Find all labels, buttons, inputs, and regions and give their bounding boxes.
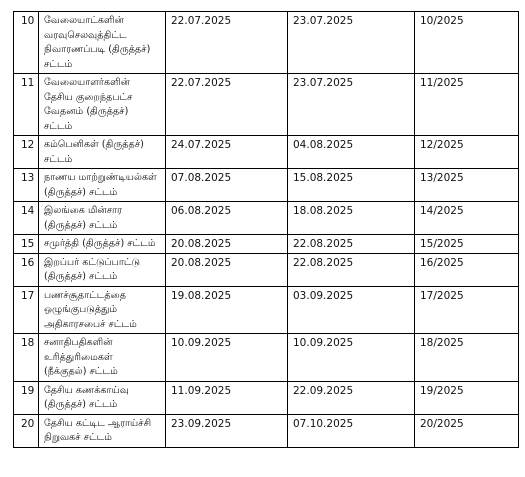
act-number-cell: 20/2025 [415,414,519,447]
passed-date-cell: 23.09.2025 [166,414,288,447]
act-title-line: வேதனம் (திருத்தச்) [44,106,129,117]
act-title-line: தேசிய குறைந்தபட்ச [44,91,133,103]
act-title-cell [39,136,166,169]
table-row [14,381,519,414]
passed-date-cell: 20.08.2025 [166,235,288,254]
act-title-line: நிறுவகச் சட்டம் [44,432,112,443]
passed-date-cell: 22.07.2025 [166,12,288,74]
act-title-line: அதிகாரசபைச் சட்டம் [44,318,137,330]
act-title-cell [39,381,166,414]
act-number-cell: 12/2025 [415,136,519,169]
table-row [14,414,519,447]
row-number-cell: 20 [14,414,39,447]
act-title-line: நிவாரணப்படி (திருத்தச்) [44,44,151,55]
certified-date-cell: 23.07.2025 [288,74,415,136]
row-number-cell: 14 [14,202,39,235]
row-number-cell: 18 [14,334,39,382]
act-title-line: கம்பெனிகள் (திருத்தச்) [44,139,144,150]
passed-date-cell: 10.09.2025 [166,334,288,382]
passed-date-cell: 07.08.2025 [166,169,288,202]
table-row [14,286,519,334]
act-number-cell: 19/2025 [415,381,519,414]
acts-table [13,11,519,448]
row-number-cell: 13 [14,169,39,202]
certified-date-cell: 22.08.2025 [288,253,415,286]
passed-date-cell: 11.09.2025 [166,381,288,414]
act-title-cell [39,235,166,254]
table-row [14,136,519,169]
act-title-cell [39,334,166,382]
table-row [14,202,519,235]
passed-date-cell: 19.08.2025 [166,286,288,334]
table-row [14,169,519,202]
act-title-line: (திருத்தச்) சட்டம் [44,399,118,410]
row-number-cell: 10 [14,12,39,74]
act-title-line: சட்டம் [44,120,73,132]
table-row [14,334,519,382]
passed-date-cell: 22.07.2025 [166,74,288,136]
act-number-cell: 16/2025 [415,253,519,286]
act-title-cell [39,414,166,447]
certified-date-cell: 22.09.2025 [288,381,415,414]
act-title-line: ஒழுங்குபடுத்தும் [44,304,118,315]
act-number-cell: 15/2025 [415,235,519,254]
certified-date-cell: 22.08.2025 [288,235,415,254]
passed-date-cell: 20.08.2025 [166,253,288,286]
act-title-line: சட்டம் [44,58,73,70]
certified-date-cell: 07.10.2025 [288,414,415,447]
certified-date-cell: 18.08.2025 [288,202,415,235]
act-title-line: சனாதிபதிகளின் [44,337,113,348]
act-title-line: சமுர்த்தி (திருத்தச்) சட்டம் [44,238,156,249]
row-number-cell: 12 [14,136,39,169]
acts-table-body [14,12,519,448]
act-title-cell [39,169,166,202]
table-row [14,74,519,136]
act-title-line: தேசிய கட்டிட ஆராய்ச்சி [44,417,152,429]
passed-date-cell: 06.08.2025 [166,202,288,235]
act-title-line: வேலையாட்களின் [44,15,124,26]
act-title-cell [39,202,166,235]
act-number-cell: 17/2025 [415,286,519,334]
act-title-line: வேலையாளர்களின் [44,77,130,88]
act-title-cell [39,74,166,136]
row-number-cell: 16 [14,253,39,286]
act-title-cell [39,12,166,74]
act-title-line: தேசிய கணக்காய்வு [44,384,129,396]
act-title-line: சட்டம் [44,153,73,165]
table-row [14,253,519,286]
certified-date-cell: 23.07.2025 [288,12,415,74]
act-title-line: (திருத்தச்) சட்டம் [44,219,118,231]
act-title-line: இறப்பர் கட்டுப்பாட்டு [44,256,141,268]
certified-date-cell: 03.09.2025 [288,286,415,334]
certified-date-cell: 04.08.2025 [288,136,415,169]
passed-date-cell: 24.07.2025 [166,136,288,169]
act-number-cell: 14/2025 [415,202,519,235]
act-title-line: நாணய மாற்றுண்டியல்கள் [44,172,157,183]
act-title-line: உரித்துரிமைகள் [44,351,113,363]
row-number-cell: 11 [14,74,39,136]
act-number-cell: 18/2025 [415,334,519,382]
act-number-cell: 11/2025 [415,74,519,136]
act-title-line: வரவுசெலவுத்திட்ட [44,29,127,41]
act-number-cell: 13/2025 [415,169,519,202]
table-row [14,12,519,74]
act-title-cell [39,286,166,334]
act-title-line: இலங்கை மின்சார [44,205,122,216]
certified-date-cell: 15.08.2025 [288,169,415,202]
row-number-cell: 19 [14,381,39,414]
act-title-cell [39,253,166,286]
table-row [14,235,519,254]
act-title-line: (திருத்தச்) சட்டம் [44,271,118,282]
row-number-cell: 17 [14,286,39,334]
act-number-cell: 10/2025 [415,12,519,74]
certified-date-cell: 10.09.2025 [288,334,415,382]
act-title-line: (நீக்குதல்) சட்டம் [44,366,118,377]
row-number-cell: 15 [14,235,39,254]
act-title-line: பணச்சூதாட்டத்தை [44,289,126,301]
act-title-line: (திருத்தச்) சட்டம் [44,186,118,198]
